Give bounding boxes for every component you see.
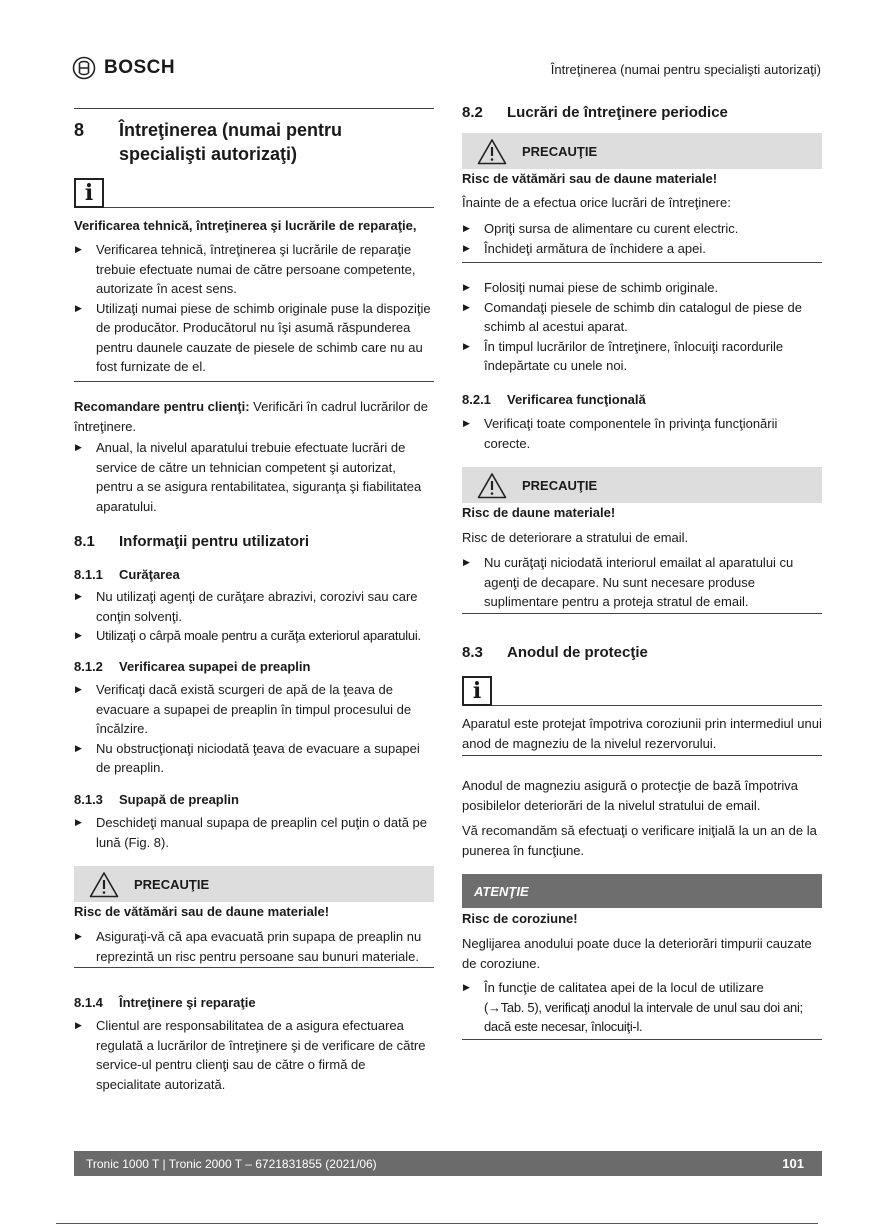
warning-triangle-icon [462, 138, 522, 165]
list-item: ▶ Anual, la nivelul aparatului trebuie efectuate lucrări de service de către un tehnician competent şi autorizat, pentru a se asigura rentabilitatea, siguranţa şi fiabilitatea aparatului. [74, 438, 434, 516]
bosch-logo [72, 56, 175, 80]
caution-bullets [74, 927, 434, 966]
caution-heading: Risc de vătămări sau de daune materiale! [74, 904, 330, 919]
bullet-line-2: (→Tab. 5), verificaţi anodul la intervale de unul sau doi ani; dacă este necesar, înlocuiţi-l. [484, 999, 803, 1034]
cleaning-bullets [74, 587, 434, 646]
overflow-valve-bullets [74, 813, 434, 852]
caution-heading: Risc de daune materiale! [462, 505, 616, 520]
footer-text: Tronic 1000 T | Tronic 2000 T – 6721831855 (2021/06) [86, 1156, 377, 1171]
section-title: Verificarea supapei de preaplin [119, 659, 311, 674]
info-end-rule [462, 755, 822, 756]
list-item: ▶ Comandaţi piesele de schimb din catalogul de piese de schimb al acestui aparat. [462, 298, 822, 337]
bullet-line-1: În funcţie de calitatea apei de la locul de utilizare [484, 980, 764, 995]
attention-end-rule [462, 1039, 822, 1040]
recommendation-label: Recomandare pentru clienţi: [74, 399, 250, 414]
caution-bar [462, 133, 822, 169]
section-title: Curăţarea [119, 567, 180, 582]
section-title: Verificarea funcţională [507, 392, 646, 407]
section-number: 8.1.3 [74, 792, 103, 807]
caution-bar [74, 866, 434, 902]
caution-end-rule [462, 262, 822, 263]
recommendation-text [74, 397, 434, 436]
caution-label: PRECAUŢIE [134, 876, 210, 892]
section-title: Întreţinerea (numai pentru specialişti autorizaţi) [119, 120, 343, 164]
page-footer [74, 1151, 822, 1176]
section-8-heading [74, 118, 434, 166]
attention-bullets [462, 978, 822, 1037]
section-title: Supapă de preaplin [119, 792, 239, 807]
section-title: Anodul de protecţie [507, 644, 648, 661]
section-number: 8.1.1 [74, 567, 103, 582]
list-item: ▶ Verificaţi dacă există scurgeri de apă de la ţeava de evacuare a supapei de preaplin în timpul procesului de încălzire. [74, 680, 434, 739]
list-item: ▶ Verificarea tehnică, întreţinerea şi lucrările de reparaţie trebuie efectuate numai de către persoane competente, autorizate în acest sens. [74, 240, 434, 299]
recommendation-bullets [74, 438, 434, 516]
caution-bar [462, 467, 822, 503]
section-number: 8.2 [462, 104, 483, 121]
brand-name: BOSCH [104, 57, 176, 78]
page-number: 101 [782, 1156, 804, 1171]
section-number: 8.1 [74, 533, 95, 550]
maintenance-bullets [462, 278, 822, 376]
function-check-bullets [462, 414, 822, 453]
caution-intro: Înainte de a efectua orice lucrări de întreţinere: [462, 195, 731, 210]
overflow-check-bullets [74, 680, 434, 778]
section-number: 8.2.1 [462, 392, 491, 407]
warning-triangle-icon [74, 871, 134, 898]
info-icon: i [74, 178, 104, 208]
info-heading: Verificarea tehnică, întreţinerea şi lucrările de reparaţie, [74, 218, 417, 233]
caution-label: PRECAUŢIE [522, 477, 598, 493]
list-item: ▶ Folosiţi numai piese de schimb originale. [462, 278, 822, 298]
section-8-2-heading [462, 104, 822, 121]
caution-label: PRECAUŢIE [522, 143, 598, 159]
list-item: ▶ Utilizaţi numai piese de schimb originale puse la dispoziţie de producător. Producătorul nu îşi asumă răspunderea pentru daunele cauzate de piesele de schimb care nu au fost furnizate de el. [74, 299, 434, 377]
section-title: Întreţinere şi reparaţie [119, 995, 256, 1010]
top-rule [74, 108, 434, 109]
info-text: Aparatul este protejat împotriva coroziunii prin intermediul unui anod de magneziu de la nivelul rezervorului. [462, 716, 822, 751]
section-number: 8.1.4 [74, 995, 103, 1010]
list-item: ▶ Închideţi armătura de închidere a apei. [462, 239, 822, 259]
list-item: ▶ Opriţi sursa de alimentare cu curent electric. [462, 219, 822, 239]
section-8-1-4-heading [74, 995, 434, 1010]
section-number: 8.3 [462, 644, 483, 661]
list-item: ▶ Nu obstrucţionaţi niciodată ţeava de evacuare a supapei de preaplin. [74, 739, 434, 778]
bosch-armature-icon [72, 56, 96, 80]
caution-bullets [462, 553, 822, 612]
section-8-1-2-heading [74, 659, 434, 674]
info-box [462, 676, 822, 706]
caution-text: Risc de deteriorare a stratului de email. [462, 530, 689, 545]
section-number: 8.1.2 [74, 659, 103, 674]
info-icon: i [462, 676, 492, 706]
section-8-2-1-heading [462, 392, 822, 407]
info-bullets [74, 240, 434, 377]
attention-text: Neglijarea anodului poate duce la deteriorări timpurii cauzate de coroziune. [462, 936, 812, 971]
caution-end-rule [462, 613, 822, 614]
list-item: ▶ Nu curăţaţi niciodată interiorul emailat al aparatului cu agenţi de decapare. Nu sunt necesare produse suplimentare pentru a proteja stratul de email. [462, 553, 822, 612]
list-item [462, 978, 822, 1037]
list-item: ▶ Verificaţi toate componentele în privinţa funcţionării corecte. [462, 414, 822, 453]
warning-triangle-icon [462, 472, 522, 499]
info-rule [104, 207, 434, 208]
running-title: Întreţinerea (numai pentru specialişti autorizaţi) [550, 62, 821, 77]
caution-heading: Risc de vătămări sau de daune materiale! [462, 171, 718, 186]
section-8-1-3-heading [74, 792, 434, 807]
list-item: ▶ Deschideţi manual supapa de preaplin cel puţin o dată pe lună (Fig. 8). [74, 813, 434, 852]
info-rule [492, 705, 822, 706]
recommendation-body: Verificări în cadrul lucrărilor de întreţinere. [74, 399, 429, 434]
paragraph: Vă recomandăm să efectuaţi o verificare iniţială la un an de la punerea în funcţiune. [462, 823, 817, 858]
section-number: 8 [74, 120, 85, 140]
attention-bar [462, 874, 822, 908]
list-item: ▶ În timpul lucrărilor de întreţinere, înlocuiţi racordurile îndepărtate cu unele noi. [462, 337, 822, 376]
paragraph: Anodul de magneziu asigură o protecţie de bază împotriva posibilelor deteriorări de la nivelul stratului de email. [462, 778, 799, 813]
maintenance-bullets [74, 1016, 434, 1094]
attention-heading: Risc de coroziune! [462, 911, 578, 926]
list-item: ▶ Clientul are responsabilitatea de a asigura efectuarea regulată a lucrărilor de întreţinere şi de verificare de către service-ul pentru clienţi sau de către o firmă de specialitate autorizată. [74, 1016, 434, 1094]
info-box [74, 178, 434, 208]
caution-bullets [462, 219, 822, 258]
section-title: Lucrări de întreţinere periodice [507, 104, 728, 121]
section-8-1-heading [74, 533, 434, 550]
list-item: ▶ Utilizaţi o cârpă moale pentru a curăţa exteriorul aparatului. [74, 626, 434, 646]
section-8-1-1-heading [74, 567, 434, 582]
list-item: ▶ Asiguraţi-vă că apa evacuată prin supapa de preaplin nu reprezintă un risc pentru persoane sau bunuri materiale. [74, 927, 434, 966]
section-title: Informaţii pentru utilizatori [119, 533, 309, 550]
caution-end-rule [74, 967, 434, 968]
info-end-rule [74, 381, 434, 382]
list-item: ▶ Nu utilizaţi agenţi de curăţare abrazivi, corozivi sau care conţin solvenţi. [74, 587, 434, 626]
section-8-3-heading [462, 644, 822, 661]
bottom-rule [56, 1223, 818, 1224]
attention-label: ATENŢIE [474, 883, 529, 899]
